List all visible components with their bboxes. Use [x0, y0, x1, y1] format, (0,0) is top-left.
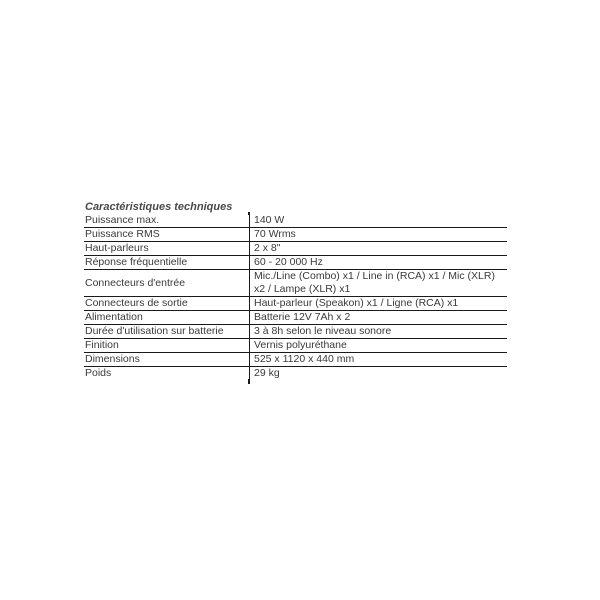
spec-value: Haut-parleur (Speakon) x1 / Ligne (RCA) x1 — [249, 297, 507, 310]
spec-label: Haut-parleurs — [85, 242, 149, 254]
spec-row-connecteurs-sortie — [84, 297, 507, 311]
spec-row-dimensions — [84, 353, 507, 367]
spec-value: 29 kg — [249, 367, 507, 380]
spec-label: Dimensions — [85, 353, 140, 365]
spec-label: Alimentation — [85, 311, 143, 323]
spec-row-finition — [84, 339, 507, 353]
spec-label: Connecteurs de sortie — [85, 297, 188, 309]
spec-value: Mic./Line (Combo) x1 / Line in (RCA) x1 / Mic (XLR) x2 / Lampe (XLR) x1 — [249, 270, 507, 296]
spec-value: Batterie 12V 7Ah x 2 — [249, 311, 507, 324]
spec-value: 140 W — [249, 214, 507, 227]
spec-title: Caractéristiques techniques — [85, 201, 233, 213]
spec-value: 70 Wrms — [249, 228, 507, 241]
spec-value: 2 x 8" — [249, 242, 507, 255]
spec-label: Finition — [85, 339, 119, 351]
spec-label: Durée d'utilisation sur batterie — [85, 325, 224, 337]
spec-row-reponse-frequentielle — [84, 256, 507, 270]
spec-label: Puissance RMS — [85, 228, 160, 240]
spec-label: Connecteurs d'entrée — [85, 276, 186, 289]
spec-value: Vernis polyuréthane — [249, 339, 507, 352]
spec-row-poids — [84, 367, 507, 380]
spec-section — [84, 200, 507, 380]
spec-row-haut-parleurs — [84, 242, 507, 256]
spec-label: Poids — [85, 367, 112, 379]
spec-row-connecteurs-entree — [84, 270, 507, 297]
spec-row-duree-batterie — [84, 325, 507, 339]
spec-row-puissance-rms — [84, 228, 507, 242]
spec-row-puissance-max — [84, 214, 507, 228]
spec-value: 60 - 20 000 Hz — [249, 256, 507, 269]
spec-table — [84, 214, 507, 380]
spec-row-alimentation — [84, 311, 507, 325]
spec-label: Réponse fréquentielle — [85, 256, 188, 268]
column-divider — [248, 379, 250, 384]
spec-label: Puissance max. — [85, 214, 160, 226]
column-divider — [248, 212, 250, 215]
spec-value: 3 à 8h selon le niveau sonore — [249, 325, 507, 338]
spec-value: 525 x 1120 x 440 mm — [249, 353, 507, 366]
